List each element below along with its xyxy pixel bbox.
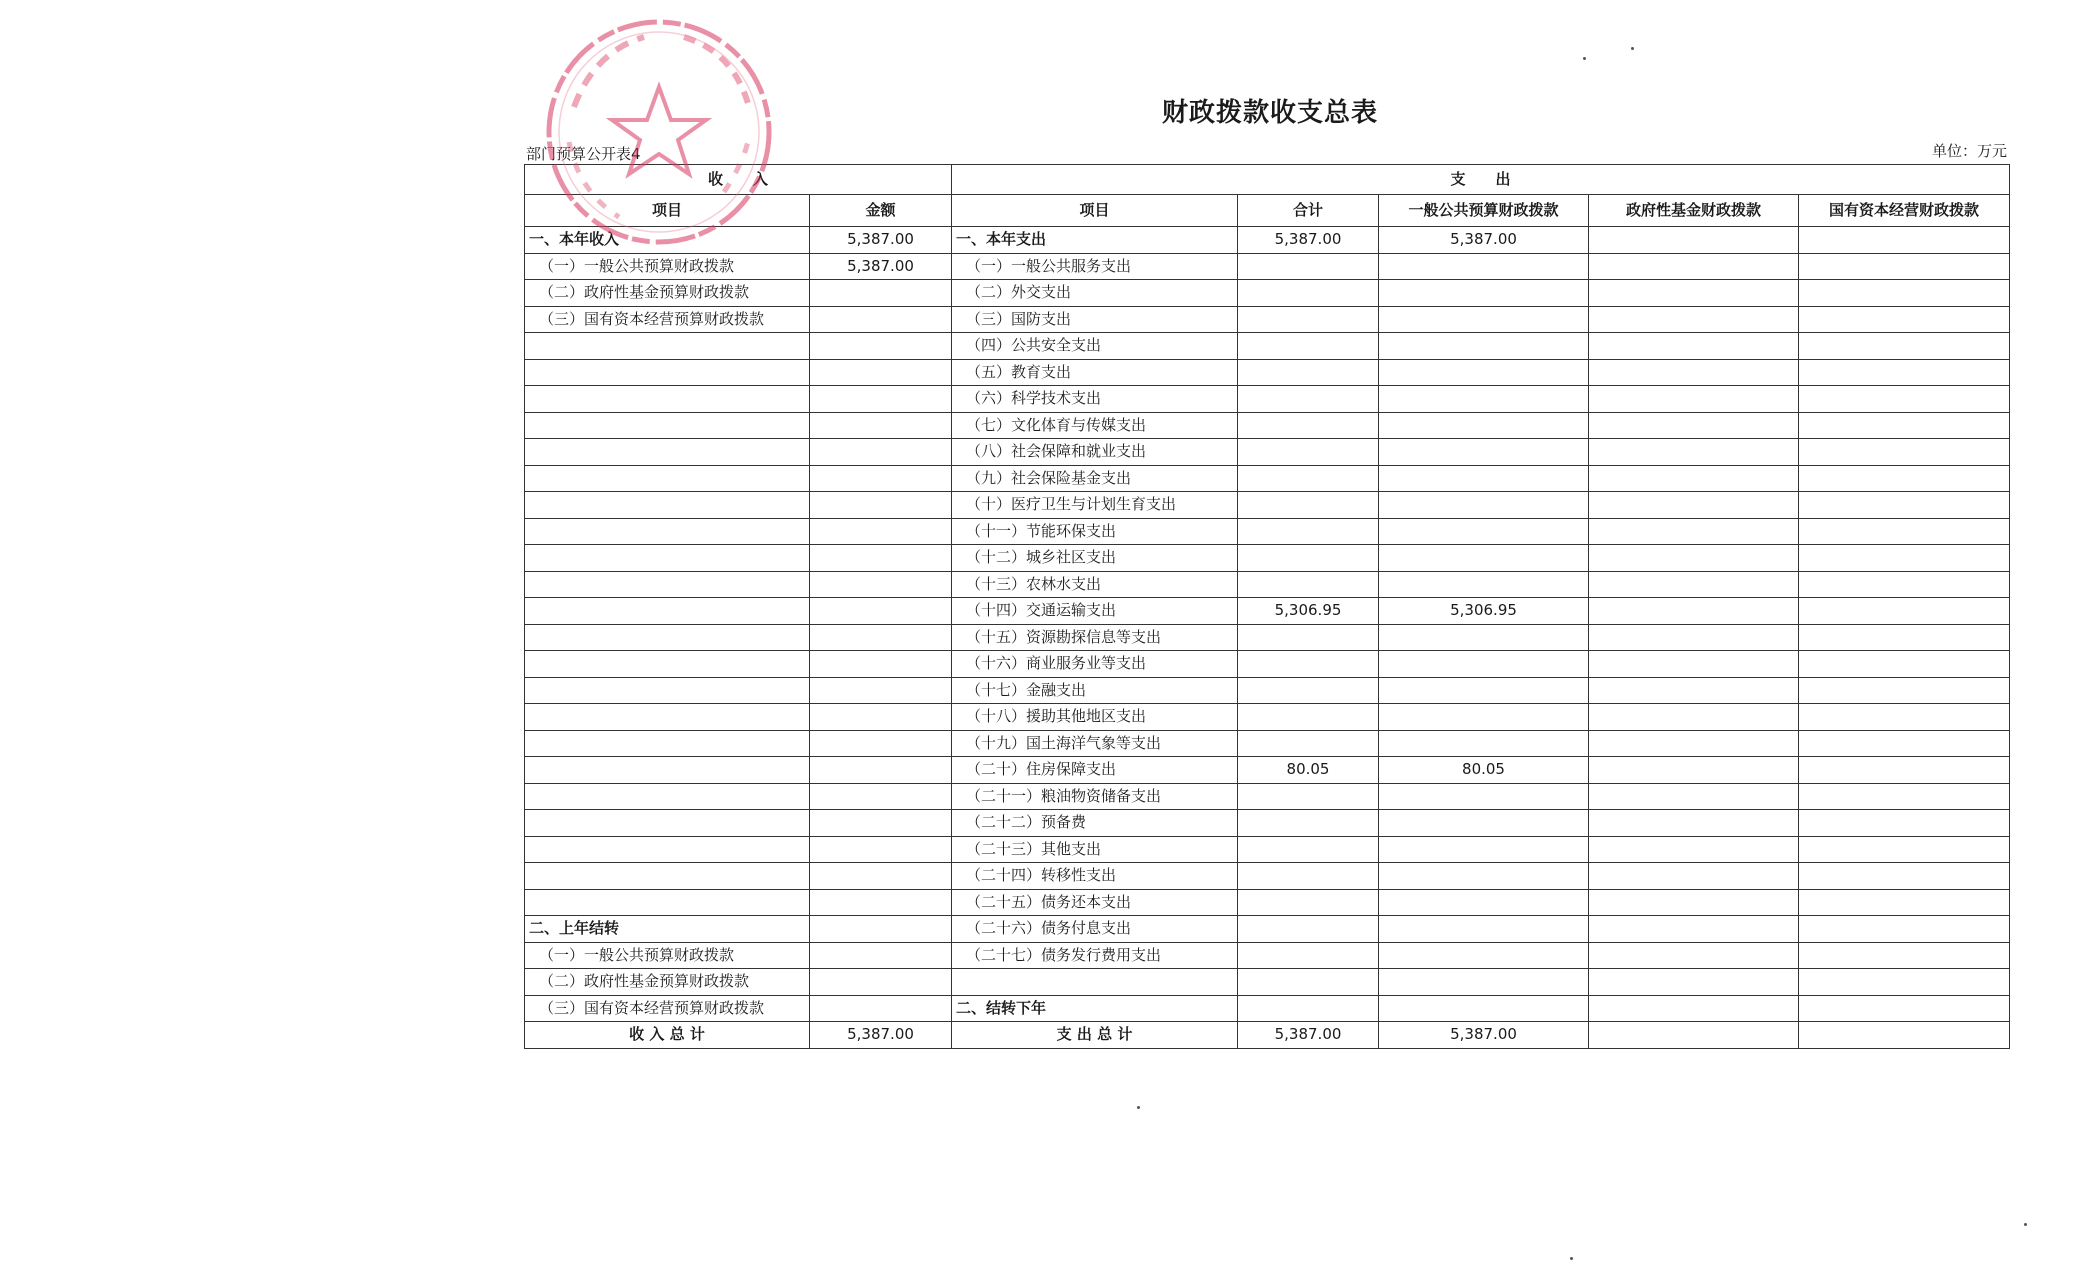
general-budget-cell: [1379, 571, 1589, 598]
general-budget-cell: [1379, 306, 1589, 333]
soe-capital-cell: [1799, 571, 2010, 598]
gov-fund-header: 政府性基金财政拨款: [1589, 195, 1799, 227]
soe-capital-cell: [1799, 995, 2010, 1022]
soe-capital-cell: [1799, 624, 2010, 651]
income-amount-cell: [810, 492, 952, 519]
income-item-cell: 二、上年结转: [525, 916, 810, 943]
income-amount-cell: [810, 836, 952, 863]
income-amount-cell: [810, 969, 952, 996]
soe-capital-cell: [1799, 757, 2010, 784]
expense-total-cell: [1238, 889, 1379, 916]
income-item-cell: [525, 810, 810, 837]
soe-capital-cell: [1799, 783, 2010, 810]
income-amount-cell: [810, 783, 952, 810]
general-budget-cell: [1379, 412, 1589, 439]
table-row: [525, 492, 2010, 519]
expense-item-cell: （五）教育支出: [952, 359, 1238, 386]
table-row: [525, 942, 2010, 969]
income-amount-cell: [810, 730, 952, 757]
expense-item-cell: （二）外交支出: [952, 280, 1238, 307]
soe-capital-cell: [1799, 227, 2010, 254]
soe-capital-cell: [1799, 492, 2010, 519]
expense-item-cell: （十九）国土海洋气象等支出: [952, 730, 1238, 757]
table-body: [525, 165, 2010, 1049]
soe-capital-cell: [1799, 598, 2010, 625]
general-budget-cell: [1379, 783, 1589, 810]
gov-fund-cell: [1589, 942, 1799, 969]
gov-fund-cell: [1589, 598, 1799, 625]
income-item-cell: （二）政府性基金预算财政拨款: [525, 280, 810, 307]
expense-item-cell: （六）科学技术支出: [952, 386, 1238, 413]
income-total-amount: 5,387.00: [810, 1022, 952, 1049]
gov-fund-cell: [1589, 704, 1799, 731]
income-item-cell: [525, 677, 810, 704]
soe-capital-cell: [1799, 942, 2010, 969]
expense-total-cell: [1238, 306, 1379, 333]
general-budget-cell: [1379, 916, 1589, 943]
table-row: [525, 757, 2010, 784]
general-budget-header: 一般公共预算财政拨款: [1379, 195, 1589, 227]
table-row: [525, 306, 2010, 333]
table-row: [525, 969, 2010, 996]
gov-fund-cell: [1589, 916, 1799, 943]
income-amount-cell: [810, 439, 952, 466]
general-budget-cell: [1379, 545, 1589, 572]
income-item-cell: （二）政府性基金预算财政拨款: [525, 969, 810, 996]
general-budget-cell: [1379, 942, 1589, 969]
expense-total-cell: [1238, 969, 1379, 996]
general-budget-cell: [1379, 704, 1589, 731]
scan-speck: [1137, 1106, 1140, 1109]
income-item-cell: （三）国有资本经营预算财政拨款: [525, 306, 810, 333]
income-amount-cell: [810, 810, 952, 837]
soe-capital-cell: [1799, 889, 2010, 916]
scan-speck: [1583, 57, 1586, 60]
expense-item-cell: （二十二）预备费: [952, 810, 1238, 837]
soe-capital-cell: [1799, 280, 2010, 307]
income-amount-cell: [810, 889, 952, 916]
soe-capital-cell: [1799, 333, 2010, 360]
soe-capital-cell: [1799, 836, 2010, 863]
general-budget-cell: [1379, 518, 1589, 545]
gov-fund-cell: [1589, 889, 1799, 916]
header-row-columns: [525, 195, 2010, 227]
expense-total-cell: [1238, 386, 1379, 413]
gov-fund-cell: [1589, 253, 1799, 280]
expense-total-cell: [1238, 571, 1379, 598]
gov-fund-cell: [1589, 757, 1799, 784]
gov-fund-cell: [1589, 783, 1799, 810]
income-amount-cell: [810, 465, 952, 492]
soe-capital-cell: [1799, 969, 2010, 996]
income-item-cell: （一）一般公共预算财政拨款: [525, 942, 810, 969]
expense-item-cell: （八）社会保障和就业支出: [952, 439, 1238, 466]
table-row: [525, 386, 2010, 413]
income-amount-cell: [810, 545, 952, 572]
expense-total-cell: [1238, 518, 1379, 545]
expense-item-header: 项目: [952, 195, 1238, 227]
expense-item-cell: （四）公共安全支出: [952, 333, 1238, 360]
expense-total-cell: 5,387.00: [1238, 227, 1379, 254]
income-item-cell: 一、本年收入: [525, 227, 810, 254]
income-amount-cell: [810, 412, 952, 439]
expense-total-cell: [1238, 412, 1379, 439]
general-budget-cell: [1379, 889, 1589, 916]
soe-capital-header: 国有资本经营财政拨款: [1799, 195, 2010, 227]
income-amount-cell: [810, 333, 952, 360]
gov-fund-cell: [1589, 810, 1799, 837]
table-row: [525, 333, 2010, 360]
gov-fund-total: [1589, 1022, 1799, 1049]
page-title: 财政拨款收支总表: [1161, 98, 1378, 128]
expense-total-cell: [1238, 836, 1379, 863]
expense-item-cell: （十八）援助其他地区支出: [952, 704, 1238, 731]
soe-capital-cell: [1799, 253, 2010, 280]
gov-fund-cell: [1589, 412, 1799, 439]
expense-item-cell: （十）医疗卫生与计划生育支出: [952, 492, 1238, 519]
income-item-cell: [525, 836, 810, 863]
table-row: [525, 810, 2010, 837]
general-budget-cell: [1379, 280, 1589, 307]
soe-capital-cell: [1799, 677, 2010, 704]
income-item-header: 项目: [525, 195, 810, 227]
expense-total-cell: [1238, 545, 1379, 572]
income-amount-cell: [810, 651, 952, 678]
table-code-label: 部门预算公开表4: [526, 145, 641, 163]
expense-item-cell: （二十三）其他支出: [952, 836, 1238, 863]
table-row: [525, 704, 2010, 731]
gov-fund-cell: [1589, 306, 1799, 333]
soe-capital-cell: [1799, 863, 2010, 890]
scan-speck: [1570, 1257, 1573, 1260]
expense-item-cell: （十三）农林水支出: [952, 571, 1238, 598]
income-item-cell: [525, 386, 810, 413]
expense-total-cell: 80.05: [1238, 757, 1379, 784]
expense-total-cell: [1238, 863, 1379, 890]
expense-item-cell: （十七）金融支出: [952, 677, 1238, 704]
soe-capital-cell: [1799, 704, 2010, 731]
expense-total-cell: [1238, 465, 1379, 492]
expense-item-cell: （七）文化体育与传媒支出: [952, 412, 1238, 439]
income-item-cell: [525, 492, 810, 519]
budget-table: [524, 164, 2010, 1049]
expense-total-cell: [1238, 783, 1379, 810]
income-item-cell: [525, 863, 810, 890]
income-amount-cell: [810, 704, 952, 731]
income-item-cell: （三）国有资本经营预算财政拨款: [525, 995, 810, 1022]
table-row: [525, 624, 2010, 651]
general-budget-cell: [1379, 677, 1589, 704]
gov-fund-cell: [1589, 677, 1799, 704]
expense-total-cell: [1238, 651, 1379, 678]
gov-fund-cell: [1589, 995, 1799, 1022]
expense-item-cell: （三）国防支出: [952, 306, 1238, 333]
income-amount-cell: [810, 518, 952, 545]
gov-fund-cell: [1589, 651, 1799, 678]
income-amount-cell: [810, 386, 952, 413]
gov-fund-cell: [1589, 863, 1799, 890]
expense-group-header: 支 出: [952, 165, 2010, 195]
expense-item-cell: （十一）节能环保支出: [952, 518, 1238, 545]
income-amount-header: 金额: [810, 195, 952, 227]
expense-item-cell: （十四）交通运输支出: [952, 598, 1238, 625]
expense-item-cell: （二十四）转移性支出: [952, 863, 1238, 890]
income-amount-cell: 5,387.00: [810, 253, 952, 280]
expense-item-cell: （二十六）债务付息支出: [952, 916, 1238, 943]
expense-grand-total: 5,387.00: [1238, 1022, 1379, 1049]
soe-capital-cell: [1799, 651, 2010, 678]
gov-fund-cell: [1589, 624, 1799, 651]
general-budget-cell: [1379, 730, 1589, 757]
table-row: [525, 465, 2010, 492]
expense-total-header: 合计: [1238, 195, 1379, 227]
expense-total-cell: [1238, 730, 1379, 757]
income-item-cell: [525, 624, 810, 651]
gov-fund-cell: [1589, 518, 1799, 545]
income-amount-cell: [810, 942, 952, 969]
general-budget-cell: [1379, 359, 1589, 386]
table-row: [525, 545, 2010, 572]
general-budget-cell: [1379, 253, 1589, 280]
income-amount-cell: [810, 677, 952, 704]
general-budget-cell: [1379, 836, 1589, 863]
table-row: [525, 571, 2010, 598]
table-row: [525, 280, 2010, 307]
income-item-cell: [525, 333, 810, 360]
income-amount-cell: [810, 359, 952, 386]
general-budget-cell: 5,306.95: [1379, 598, 1589, 625]
income-item-cell: [525, 439, 810, 466]
income-total-label: 收 入 总 计: [525, 1022, 810, 1049]
expense-total-cell: [1238, 995, 1379, 1022]
income-amount-cell: [810, 598, 952, 625]
soe-capital-cell: [1799, 730, 2010, 757]
table-row: [525, 677, 2010, 704]
scan-speck: [1631, 47, 1634, 50]
gov-fund-cell: [1589, 280, 1799, 307]
income-amount-cell: [810, 916, 952, 943]
general-budget-cell: [1379, 969, 1589, 996]
general-budget-total: 5,387.00: [1379, 1022, 1589, 1049]
gov-fund-cell: [1589, 439, 1799, 466]
soe-capital-total: [1799, 1022, 2010, 1049]
income-amount-cell: 5,387.00: [810, 227, 952, 254]
gov-fund-cell: [1589, 492, 1799, 519]
expense-total-cell: [1238, 810, 1379, 837]
expense-total-cell: [1238, 942, 1379, 969]
gov-fund-cell: [1589, 969, 1799, 996]
gov-fund-cell: [1589, 571, 1799, 598]
income-item-cell: [525, 598, 810, 625]
table-row: [525, 863, 2010, 890]
table-row: [525, 889, 2010, 916]
general-budget-cell: [1379, 465, 1589, 492]
gov-fund-cell: [1589, 333, 1799, 360]
soe-capital-cell: [1799, 439, 2010, 466]
general-budget-cell: [1379, 995, 1589, 1022]
general-budget-cell: 5,387.00: [1379, 227, 1589, 254]
expense-item-cell: 二、结转下年: [952, 995, 1238, 1022]
gov-fund-cell: [1589, 730, 1799, 757]
expense-total-cell: [1238, 280, 1379, 307]
income-item-cell: [525, 518, 810, 545]
income-item-cell: [525, 545, 810, 572]
table-row: [525, 995, 2010, 1022]
table-row: [525, 227, 2010, 254]
income-item-cell: [525, 359, 810, 386]
gov-fund-cell: [1589, 227, 1799, 254]
income-item-cell: [525, 651, 810, 678]
table-row: [525, 412, 2010, 439]
income-item-cell: [525, 889, 810, 916]
soe-capital-cell: [1799, 386, 2010, 413]
expense-item-cell: [952, 969, 1238, 996]
general-budget-cell: [1379, 333, 1589, 360]
table-row: [525, 518, 2010, 545]
soe-capital-cell: [1799, 518, 2010, 545]
expense-item-cell: （二十五）债务还本支出: [952, 889, 1238, 916]
expense-total-cell: [1238, 624, 1379, 651]
table-row: [525, 253, 2010, 280]
income-item-cell: [525, 757, 810, 784]
income-item-cell: [525, 465, 810, 492]
expense-total-cell: [1238, 492, 1379, 519]
soe-capital-cell: [1799, 465, 2010, 492]
general-budget-cell: [1379, 492, 1589, 519]
income-amount-cell: [810, 995, 952, 1022]
expense-total-label: 支 出 总 计: [952, 1022, 1238, 1049]
soe-capital-cell: [1799, 359, 2010, 386]
expense-item-cell: （九）社会保险基金支出: [952, 465, 1238, 492]
expense-item-cell: 一、本年支出: [952, 227, 1238, 254]
table-row: [525, 916, 2010, 943]
general-budget-cell: [1379, 624, 1589, 651]
gov-fund-cell: [1589, 465, 1799, 492]
soe-capital-cell: [1799, 810, 2010, 837]
table-row: [525, 836, 2010, 863]
general-budget-cell: [1379, 386, 1589, 413]
income-item-cell: （一）一般公共预算财政拨款: [525, 253, 810, 280]
expense-total-cell: [1238, 916, 1379, 943]
unit-label: 单位：万元: [1931, 142, 2007, 160]
income-amount-cell: [810, 306, 952, 333]
expense-item-cell: （十六）商业服务业等支出: [952, 651, 1238, 678]
income-item-cell: [525, 730, 810, 757]
soe-capital-cell: [1799, 412, 2010, 439]
soe-capital-cell: [1799, 545, 2010, 572]
income-item-cell: [525, 704, 810, 731]
income-group-header: 收 入: [525, 165, 952, 195]
header-row-groups: [525, 165, 2010, 195]
table-row: [525, 598, 2010, 625]
general-budget-cell: [1379, 651, 1589, 678]
gov-fund-cell: [1589, 545, 1799, 572]
income-item-cell: [525, 412, 810, 439]
general-budget-cell: [1379, 810, 1589, 837]
income-amount-cell: [810, 571, 952, 598]
expense-item-cell: （十二）城乡社区支出: [952, 545, 1238, 572]
table-row: [525, 359, 2010, 386]
general-budget-cell: 80.05: [1379, 757, 1589, 784]
expense-total-cell: [1238, 333, 1379, 360]
income-item-cell: [525, 571, 810, 598]
expense-total-cell: [1238, 253, 1379, 280]
expense-total-cell: 5,306.95: [1238, 598, 1379, 625]
table-row: [525, 783, 2010, 810]
table-row: [525, 651, 2010, 678]
soe-capital-cell: [1799, 916, 2010, 943]
income-amount-cell: [810, 624, 952, 651]
general-budget-cell: [1379, 863, 1589, 890]
expense-item-cell: （二十一）粮油物资储备支出: [952, 783, 1238, 810]
gov-fund-cell: [1589, 836, 1799, 863]
general-budget-cell: [1379, 439, 1589, 466]
expense-item-cell: （二十七）债务发行费用支出: [952, 942, 1238, 969]
expense-total-cell: [1238, 439, 1379, 466]
income-item-cell: [525, 783, 810, 810]
soe-capital-cell: [1799, 306, 2010, 333]
expense-total-cell: [1238, 359, 1379, 386]
gov-fund-cell: [1589, 359, 1799, 386]
expense-total-cell: [1238, 677, 1379, 704]
expense-total-cell: [1238, 704, 1379, 731]
income-amount-cell: [810, 757, 952, 784]
expense-item-cell: （一）一般公共服务支出: [952, 253, 1238, 280]
scan-speck: [2024, 1223, 2027, 1226]
table-row: [525, 439, 2010, 466]
income-amount-cell: [810, 863, 952, 890]
expense-item-cell: （二十）住房保障支出: [952, 757, 1238, 784]
table-row: [525, 730, 2010, 757]
income-amount-cell: [810, 280, 952, 307]
expense-item-cell: （十五）资源勘探信息等支出: [952, 624, 1238, 651]
gov-fund-cell: [1589, 386, 1799, 413]
totals-row: [525, 1022, 2010, 1049]
